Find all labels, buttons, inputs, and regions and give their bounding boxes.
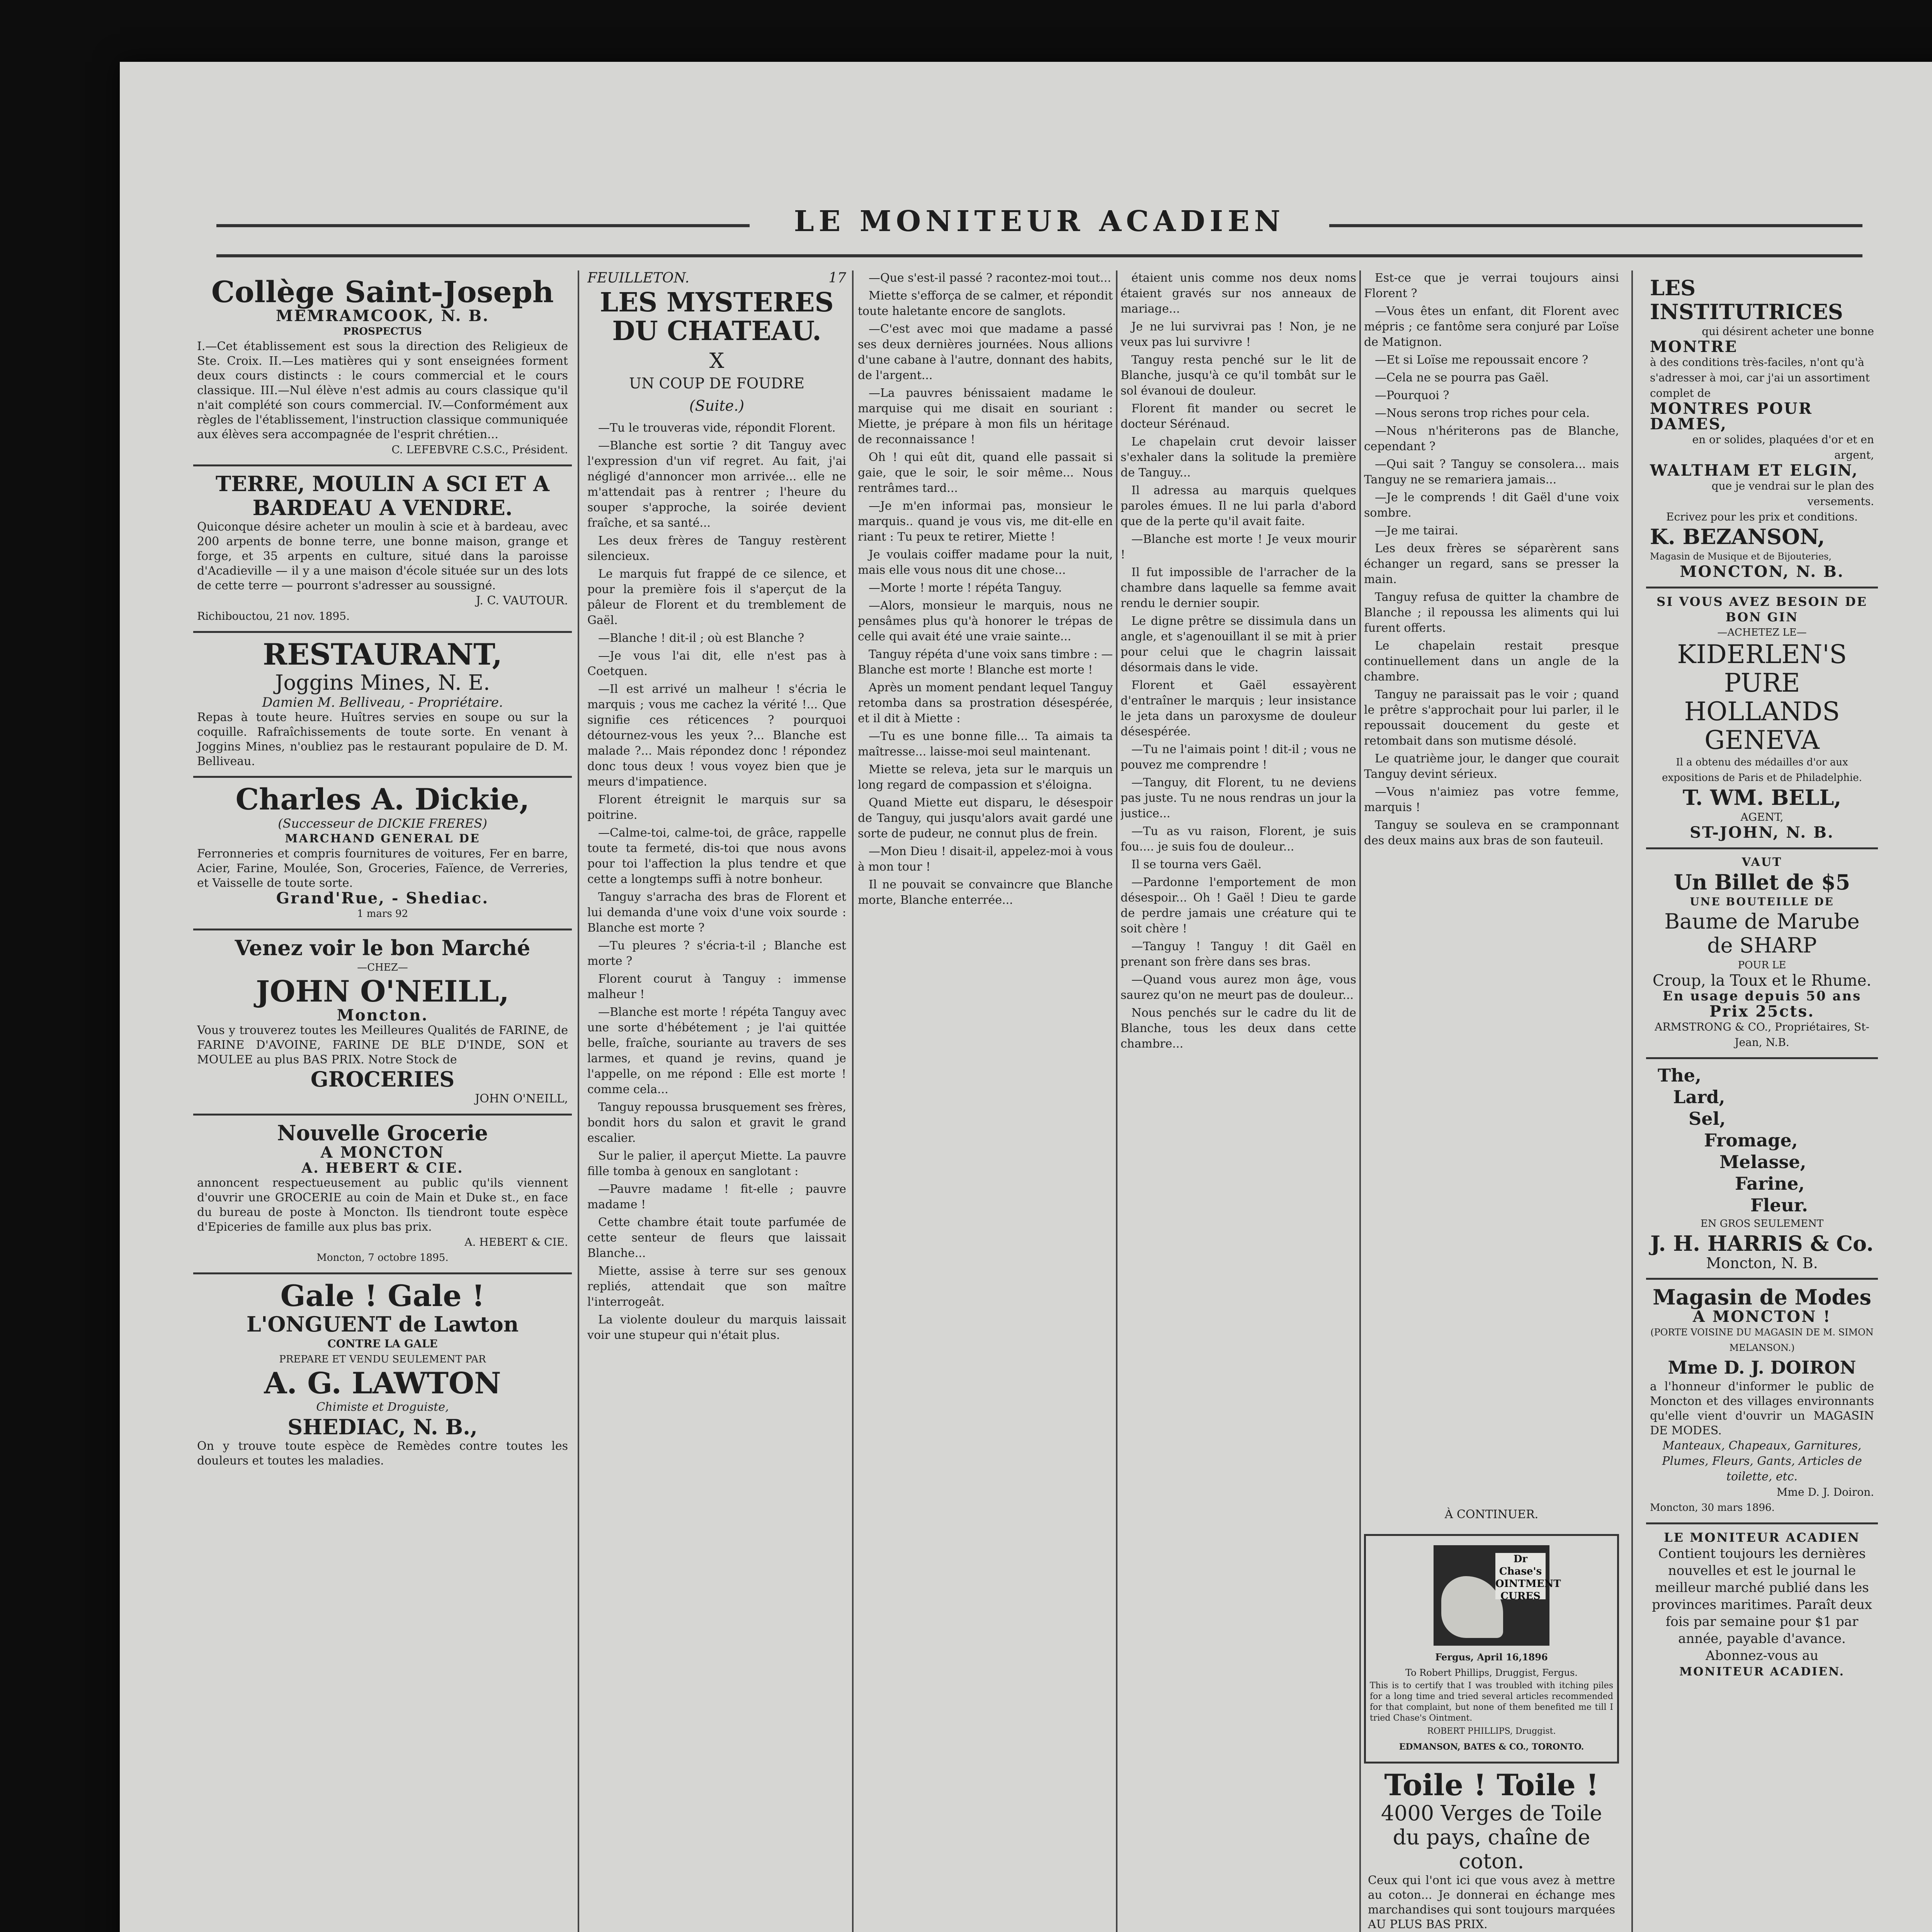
- dickie-body: Ferronneries et compris fournitures de voitures, Fer en barre, Acier, Farine, Moulée, Son, Groceries, Faïence, de Verreries, et Vaisselle de toute sorte.: [197, 847, 568, 890]
- modes-sign: Mme D. J. Doiron.: [1776, 1486, 1874, 1498]
- inst-addr: MONCTON, N. B.: [1680, 563, 1844, 581]
- story-paragraph: Le marquis fut frappé de ce silence, et pour la première fois il s'aperçut de la pâleur de Florent et du tremblement de Gaël.: [587, 567, 846, 627]
- story-paragraph: Tanguy repoussa brusquement ses frères, bondit hors du salon et gravit le grand escalier.: [587, 1100, 846, 1145]
- gale-contre: CONTRE LA GALE: [327, 1337, 438, 1350]
- sharp-title: Baume de Marube de SHARP: [1664, 909, 1860, 957]
- gale-body: On y trouve toute espèce de Remèdes contre toutes les douleurs et toutes les maladies.: [197, 1439, 568, 1468]
- story-paragraph: Il fut impossible de l'arracher de la chambre dans laquelle sa femme avait rendu le dernier soupir.: [1121, 566, 1356, 610]
- story-paragraph: Tanguy refusa de quitter la chambre de Blanche ; il repoussa les aliments qui lui furent offerts.: [1364, 590, 1619, 635]
- sharp-prix: Prix 25cts.: [1709, 1002, 1815, 1020]
- story-paragraph: Quand Miette eut disparu, le désespoir de Tanguy, qui jusqu'alors avait gardé une sorte de pudeur, ne connut plus de frein.: [858, 796, 1113, 840]
- inst-title: LES INSTITUTRICES: [1650, 276, 1843, 324]
- story-paragraph: Le quatrième jour, le danger que courait Tanguy devint sérieux.: [1364, 752, 1619, 781]
- dickie-addr: Grand'Rue, - Shediac.: [276, 889, 489, 907]
- sharp-billet: Un Billet de $5: [1673, 870, 1850, 895]
- restaurant-place: Joggins Mines, N. E.: [275, 670, 490, 695]
- story-paragraph: Sur le palier, il aperçut Miette. La pauvre fille tomba à genoux en sanglotant :: [587, 1149, 846, 1178]
- inst-waltham: WALTHAM ET ELGIN,: [1650, 461, 1859, 480]
- gin-place: ST-JOHN, N. B.: [1690, 823, 1834, 842]
- story-paragraph: —Je m'en informai pas, monsieur le marquis.. quand je vous vis, me dit-elle en riant : Tu peux te retirer, Miette !: [858, 499, 1113, 544]
- dickie-title: Charles A. Dickie,: [235, 782, 530, 816]
- harris-name: J. H. HARRIS & Co.: [1650, 1231, 1874, 1256]
- terre-body: Quiconque désire acheter un moulin à scie et à bardeau, avec 200 arpents de bonne terre, une bonne maison, grange et forge, et 35 arpents en culture, situé dans la paroisse d'Acadieville — il y a une maison d'école située sur un des lots de cette terre — pourront s'adresser au soussigné.: [197, 520, 568, 592]
- moniteur-body: Contient toujours les dernières nouvelles et est le journal le meilleur marché publié dans les provinces maritimes. Paraît deux fois par semaine pour $1 par année, payable d'avance. Abonnez-vous au: [1652, 1546, 1872, 1663]
- story-paragraph: Miette se releva, jeta sur le marquis un long regard de compassion et s'éloigna.: [858, 763, 1113, 792]
- chase-body: This is to certify that I was troubled with itching piles for a long time and tried several articles recommended for that complaint, but none of them benefited me till I tried Chase's Ointment.: [1370, 1681, 1613, 1723]
- story-paragraph: Le digne prêtre se dissimula dans un angle, et s'agenouillant il se mit à prier pour celui que le chagrin laissait désormais dans le vide.: [1121, 614, 1356, 674]
- story-paragraph: Florent et Gaël essayèrent d'entraîner le marquis ; leur insistance le jeta dans un paroxysme de douleur désespérée.: [1121, 679, 1356, 738]
- toile-body: Ceux qui l'ont ici que vous avez à mettre au coton... Je donnerai en échange mes marchandises qui sont toujours marquées AU PLUS BAS PRIX.: [1368, 1874, 1615, 1931]
- story-paragraph: Le chapelain crut devoir laisser s'exhaler dans la solitude la première de Tanguy...: [1121, 435, 1356, 480]
- ointment-illustration: [1434, 1545, 1561, 1646]
- dickie-sub: (Successeur de DICKIE FRERES): [278, 816, 487, 831]
- terre-title: TERRE, MOULIN A SCI ET A BARDEAU A VENDRE.: [216, 471, 549, 520]
- college-place: MEMRAMCOOK, N. B.: [276, 307, 490, 325]
- oneill-sign: JOHN O'NEILL,: [475, 1092, 568, 1105]
- chase-sign: ROBERT PHILLIPS, Druggist.: [1427, 1726, 1556, 1736]
- ad-john-oneill: [193, 930, 572, 1116]
- column-feuilleton-3: [1121, 270, 1356, 1932]
- modes-sub: A MONCTON !: [1692, 1308, 1832, 1326]
- story-paragraph: Après un moment pendant lequel Tanguy retomba dans sa prostration désespérée, et il dit à Miette :: [858, 681, 1113, 725]
- oneill-title: Venez voir le bon Marché: [235, 935, 531, 960]
- harris-place: Moncton, N. B.: [1706, 1255, 1818, 1272]
- ad-moniteur-acadien: [1646, 1524, 1878, 1687]
- chapter-title: UN COUP DE FOUDRE: [629, 375, 804, 392]
- story-paragraph: —Il est arrivé un malheur ! s'écria le marquis ; vous me cachez la vérité !... Que signifie ces réticences ? pourquoi détournez-vous les yeux ?... Blanche est malade ?... Mais répondez donc ! répondez donc tous deux ! vous voyez bien que je meurs d'impatience.: [587, 682, 846, 789]
- hebert-sign: A. HEBERT & CIE.: [464, 1236, 568, 1248]
- dickie-trade: MARCHAND GENERAL DE: [285, 832, 480, 845]
- sharp-pour: POUR LE: [1738, 959, 1786, 971]
- ointment-jar-label: Dr Chase's OINTMENT CURES: [1495, 1553, 1561, 1602]
- modes-items: Manteaux, Chapeaux, Garnitures, Plumes, Fleurs, Gants, Articles de toilette, etc.: [1662, 1439, 1862, 1483]
- story-paragraph: —Pourquoi ?: [1375, 389, 1449, 402]
- story-paragraph: Le chapelain restait presque continuellement dans un angle de la chambre.: [1364, 639, 1619, 684]
- oneill-place: Moncton.: [337, 1006, 429, 1024]
- story-paragraph: —Tanguy, dit Florent, tu ne deviens pas juste. Tu ne nous rendras un jour la justice...: [1121, 776, 1356, 820]
- story-paragraph: —Blanche est morte ! répéta Tanguy avec une sorte d'hébétement ; je l'ai quittée belle, fraîche, souriante au travers de ses larmes, et quand je revins, quand je l'appelle, on me répond : Elle est morte ! comme cela...: [587, 1005, 846, 1096]
- gale-place: SHEDIAC, N. B.,: [287, 1415, 478, 1439]
- feuilleton-header: [587, 270, 846, 286]
- feuilleton-label: FEUILLETON.: [587, 270, 690, 286]
- story-paragraph: Miette, assise à terre sur ses genoux repliés, attendait que son maître l'interrogeât.: [587, 1264, 846, 1309]
- harris-item: Farine,: [1735, 1173, 1805, 1194]
- sharp-vaut: VAUT: [1742, 855, 1782, 869]
- story-paragraph: Florent étreignit le marquis sur sa poitrine.: [587, 793, 846, 822]
- story-paragraph: La violente douleur du marquis laissait voir une stupeur qui n'était plus.: [587, 1313, 846, 1342]
- story-paragraph: Les deux frères se séparèrent sans échanger un regard, sans se presser la main.: [1364, 542, 1619, 586]
- moniteur-title: LE MONITEUR ACADIEN: [1664, 1530, 1860, 1545]
- inst-shop: Magasin de Musique et de Bijouteries,: [1650, 551, 1832, 562]
- story-text-col4: [1121, 270, 1356, 1052]
- modes-note: (PORTE VOISINE DU MAGASIN DE M. SIMON MELANSON.): [1650, 1327, 1874, 1353]
- column-ads-left: [193, 270, 572, 1932]
- story-title: LES MYSTERES DU CHATEAU.: [600, 287, 834, 347]
- ad-restaurant: [193, 633, 572, 778]
- story-paragraph: Nous penchés sur le cadre du lit de Blanche, tous les deux dans cette chambre...: [1121, 1006, 1356, 1051]
- story-paragraph: —Tu pleures ? s'écria-t-il ; Blanche est morte ?: [587, 939, 846, 968]
- modes-name: Mme D. J. DOIRON: [1668, 1357, 1856, 1378]
- story-paragraph: Oh ! qui eût dit, quand elle passait si gaie, que le soir, le soir même... Nous rentrâmes tard...: [858, 451, 1113, 495]
- restaurant-owner: Damien M. Belliveau, - Propriétaire.: [262, 695, 503, 710]
- hand-icon: [1441, 1576, 1503, 1638]
- gin-head: SI VOUS AVEZ BESOIN DE BON GIN: [1656, 594, 1867, 624]
- column-rule: [1631, 270, 1633, 1932]
- story-paragraph: —Que s'est-il passé ? racontez-moi tout...: [869, 271, 1111, 285]
- gin-achetez: —ACHETEZ LE—: [1717, 627, 1807, 638]
- story-paragraph: —Tu es une bonne fille... Ta aimais ta maîtresse... laisse-moi seul maintenant.: [858, 730, 1113, 759]
- restaurant-body: Repas à toute heure. Huîtres servies en soupe ou sur la coquille. Rafraîchissements de toute sorte. En venant à Joggins Mines, n'oubliez pas le restaurant populaire de D. M. Belliveau.: [197, 711, 568, 768]
- column-rule: [1359, 270, 1361, 1932]
- column-ads-right: [1646, 270, 1878, 1932]
- inst-ecrire: Ecrivez pour les prix et conditions.: [1666, 510, 1858, 523]
- harris-item: The,: [1658, 1065, 1701, 1086]
- story-paragraph: Cette chambre était toute parfumée de cette senteur de fleurs que laissait Blanche...: [587, 1216, 846, 1260]
- ad-nouvelle-grocerie: [193, 1116, 572, 1274]
- story-paragraph: —Blanche est morte ! Je veux mourir !: [1121, 532, 1356, 561]
- story-paragraph: Je voulais coiffer madame pour la nuit, mais elle vous nous dit une chose...: [858, 548, 1113, 577]
- story-paragraph: —Pauvre madame ! fit-elle ; pauvre madame !: [587, 1182, 846, 1211]
- chase-footer: EDMANSON, BATES & CO., TORONTO.: [1399, 1742, 1584, 1752]
- story-paragraph: —Nous serons trop riches pour cela.: [1375, 406, 1590, 420]
- story-paragraph: —Et si Loïse me repoussait encore ?: [1375, 353, 1588, 367]
- story-continued: À CONTINUER.: [1444, 1508, 1539, 1521]
- harris-item: Lard,: [1673, 1087, 1725, 1107]
- sharp-seller: ARMSTRONG & CO., Propriétaires, St-Jean, N.B.: [1655, 1020, 1869, 1049]
- restaurant-title: RESTAURANT,: [263, 637, 502, 672]
- harris-item: Fleur.: [1750, 1195, 1808, 1216]
- gale-title: Gale ! Gale !: [280, 1279, 485, 1313]
- dickie-date: 1 mars 92: [357, 908, 408, 920]
- story-paragraph: —Calme-toi, calme-toi, de grâce, rappelle toute ta fermeté, dis-toi que nous avons pour toi l'affection la plus tendre et que cette a longtemps suffi à notre bonheur.: [587, 826, 846, 886]
- story-paragraph: —Je vous l'ai dit, elle n'est pas à Coetquen.: [587, 649, 846, 678]
- story-paragraph: —Qui sait ? Tanguy se consolera... mais Tanguy ne se remariera jamais...: [1364, 457, 1619, 486]
- oneill-chez: —CHEZ—: [357, 962, 408, 973]
- hebert-sub: A MONCTON: [320, 1143, 445, 1162]
- ad-terre-moulin: [193, 466, 572, 633]
- column-rule: [852, 270, 854, 1932]
- college-body: I.—Cet établissement est sous la direction des Religieux de Ste. Croix. II.—Les matières qui y sont enseignées forment deux cours distincts : le cours commercial et le cours classique. III.—Nul élève n'est admis au cours classique qu'il n'ait complété son cours commercial. IV.—Conformément aux règles de l'établissement, l'instruction classique communiquée aux élèves sera accompagnée de l'esprit chrétien...: [197, 340, 568, 441]
- story-paragraph: —Blanche est sortie ? dit Tanguy avec l'expression d'un vif regret. Au fait, j'ai négligé d'annoncer mon arrivée... elle ne m'attendait pas à rentrer ; l'heure du souper s'approche, la soirée devient fraîche, et sa santé...: [587, 439, 846, 530]
- oneill-body: Vous y trouverez toutes les Meilleures Qualités de FARINE, de FARINE D'AVOINE, FARINE DE BLE D'INDE, SON et MOULEE au plus BAS PRIX. Notre Stock de: [197, 1024, 568, 1066]
- harris-gros: EN GROS SEULEMENT: [1700, 1218, 1824, 1230]
- ad-toile: [1364, 1764, 1619, 1932]
- story-paragraph: —Quand vous aurez mon âge, vous saurez qu'on ne meurt pas de douleur...: [1121, 973, 1356, 1002]
- harris-item: Melasse,: [1719, 1151, 1806, 1172]
- sharp-maladies: Croup, la Toux et le Rhume.: [1652, 972, 1872, 990]
- story-text-col3: [858, 270, 1113, 908]
- story-paragraph: Il ne pouvait se convaincre que Blanche morte, Blanche enterrée...: [858, 878, 1113, 907]
- chase-to: To Robert Phillips, Druggist, Fergus.: [1405, 1667, 1578, 1678]
- story-paragraph: Il se tourna vers Gaël.: [1131, 858, 1262, 871]
- story-paragraph: Tanguy s'arracha des bras de Florent et lui demanda d'une voix d'une voix sourde : Blanche est morte ?: [587, 890, 846, 935]
- harris-item: Fromage,: [1704, 1130, 1798, 1151]
- college-title: Collège Saint-Joseph: [211, 275, 554, 309]
- hebert-title: Nouvelle Grocerie: [277, 1121, 488, 1145]
- column-rule: [1116, 270, 1117, 1932]
- sharp-usage: En usage depuis 50 ans: [1662, 988, 1862, 1004]
- story-paragraph: Tanguy resta penché sur le lit de Blanche, jusqu'à ce qu'il tombât sur le sol évanoui de douleur.: [1121, 353, 1356, 398]
- ad-college-saint-joseph: [193, 270, 572, 466]
- gin-title: KIDERLEN'S PURE HOLLANDS GENEVA: [1677, 639, 1847, 755]
- ad-kiderlen-gin: [1646, 588, 1878, 849]
- chapter-number: X: [709, 349, 724, 373]
- story-paragraph: —Je me tairai.: [1375, 524, 1458, 537]
- story-paragraph: Tanguy se souleva en se cramponnant des deux mains aux bras de son fauteuil.: [1364, 818, 1619, 847]
- story-paragraph: Je ne lui survivrai pas ! Non, je ne veux pas lui survivre !: [1121, 320, 1356, 349]
- story-text-col5: [1364, 270, 1619, 1499]
- ad-jh-harris: [1646, 1059, 1878, 1280]
- terre-date: Richibouctou, 21 nov. 1895.: [197, 610, 350, 622]
- masthead-rule: [216, 205, 1862, 257]
- story-paragraph: —C'est avec moi que madame a passé ses deux dernières journées. Nous allions d'une cabane à l'autre, donnant des habits, de l'argent...: [858, 322, 1113, 382]
- hebert-body: annoncent respectueusement au public qu'ils viennent d'ouvrir une GROCERIE au coin de Main et Duke st., en face du bureau de poste à Moncton. Ils tiendront toute espèce d'Epiceries de famille aux plus bas prix.: [197, 1176, 568, 1234]
- oneill-groceries: GROCERIES: [310, 1067, 455, 1092]
- toile-sub: 4000 Verges de Toile du pays, chaîne de coton.: [1381, 1801, 1602, 1873]
- gin-body: Il a obtenu des médailles d'or aux expositions de Paris et de Philadelphie.: [1662, 757, 1862, 784]
- oneill-name: JOHN O'NEILL,: [256, 974, 509, 1009]
- inst-line: qui désirent acheter une bonne: [1702, 325, 1874, 338]
- story-paragraph: Il adressa au marquis quelques paroles émues. Il ne lui parla d'abord que de la perte qu'il avait faite.: [1121, 484, 1356, 528]
- story-paragraph: Florent courut à Tanguy : immense malheur !: [587, 972, 846, 1001]
- hebert-name: A. HEBERT & CIE.: [301, 1160, 464, 1176]
- story-paragraph: —Tanguy ! Tanguy ! dit Gaël en prenant son frère dans ses bras.: [1121, 940, 1356, 969]
- gin-agent-name: T. WM. BELL,: [1682, 785, 1842, 810]
- ad-institutrices: [1646, 270, 1878, 588]
- college-sub: PROSPECTUS: [343, 326, 422, 337]
- story-paragraph: Miette s'efforça de se calmer, et répondit toute haletante encore de sanglots.: [858, 289, 1113, 318]
- hebert-date: Moncton, 7 octobre 1895.: [316, 1252, 449, 1264]
- story-paragraph: Florent fit mander ou secret le docteur Sérénaud.: [1121, 402, 1356, 431]
- column-feuilleton-4: [1364, 270, 1619, 1932]
- modes-title: Magasin de Modes: [1653, 1285, 1871, 1310]
- column-feuilleton-1: [587, 270, 846, 1932]
- gale-line: L'ONGUENT de Lawton: [246, 1312, 519, 1337]
- moniteur-sign: MONITEUR ACADIEN.: [1679, 1665, 1845, 1679]
- story-paragraph: Tanguy répéta d'une voix sans timbre : —Blanche est morte ! Blanche est morte !: [858, 648, 1113, 677]
- ad-gale-lawton: [193, 1274, 572, 1475]
- chase-place: Fergus, April 16,1896: [1435, 1651, 1548, 1663]
- terre-sign: J. C. VAUTOUR.: [476, 594, 568, 607]
- story-paragraph: —Vous n'aimiez pas votre femme, marquis !: [1364, 785, 1619, 814]
- column-rule: [578, 270, 579, 1932]
- story-paragraph: —Morte ! morte ! répéta Tanguy.: [869, 581, 1062, 595]
- story-paragraph: Les deux frères de Tanguy restèrent silencieux.: [587, 534, 846, 563]
- story-paragraph: —Vous êtes un enfant, dit Florent avec mépris ; ce fantôme sera conjuré par Loïse de Matignon.: [1364, 304, 1619, 349]
- inst-terms: à des conditions très-faciles, n'ont qu'à s'adresser à moi, car j'ai un assortiment complet de: [1650, 356, 1870, 400]
- story-paragraph: —Pardonne l'emportement de mon désespoir... Oh ! Gaël ! Dieu te garde de perdre jamais une créature qui te soit chère !: [1121, 876, 1356, 935]
- inst-name: K. BEZANSON,: [1650, 524, 1825, 549]
- story-paragraph: —Mon Dieu ! disait-il, appelez-moi à vous à mon tour !: [858, 845, 1113, 874]
- inst-montre: MONTRE: [1650, 338, 1738, 356]
- gale-name: A. G. LAWTON: [264, 1366, 501, 1400]
- story-paragraph: —Nous n'hériterons pas de Blanche, cependant ?: [1364, 424, 1619, 453]
- ad-charles-dickie: [193, 778, 572, 930]
- modes-date: Moncton, 30 mars 1896.: [1650, 1502, 1775, 1514]
- sharp-bouteille: UNE BOUTEILLE DE: [1690, 895, 1834, 908]
- inst-or: en or solides, plaquées d'or et en argent,: [1692, 433, 1874, 461]
- gin-agent: AGENT,: [1740, 811, 1784, 823]
- story-paragraph: étaient unis comme nos deux noms étaient gravés sur nos anneaux de mariage...: [1121, 271, 1356, 316]
- ad-sharp-balsam: [1646, 849, 1878, 1059]
- college-sign: C. LEFEBVRE C.S.C., Président.: [391, 443, 568, 456]
- story-paragraph: —La pauvres bénissaient madame le marquise qui me disait en souriant : Miette, je prépare à mon fils un héritage de reconnaissance !: [858, 386, 1113, 446]
- column-feuilleton-2: [858, 270, 1113, 1932]
- feuilleton-number: 17: [828, 270, 846, 286]
- ad-magasin-modes: [1646, 1280, 1878, 1524]
- story-paragraph: —Tu ne l'aimais point ! dit-il ; vous ne pouvez me comprendre !: [1121, 743, 1356, 772]
- story-text-col2: [587, 420, 846, 1343]
- gale-prep: PREPARE ET VENDU SEULEMENT PAR: [279, 1354, 486, 1365]
- harris-item: Sel,: [1689, 1108, 1726, 1129]
- story-paragraph: —Alors, monsieur le marquis, nous ne pensâmes plus qu'à honorer le trépas de celle qui avait été une vraie sainte...: [858, 599, 1113, 643]
- harris-item-list: [1650, 1065, 1874, 1216]
- toile-title: Toile ! Toile !: [1384, 1768, 1599, 1802]
- inst-plan: que je vendrai sur le plan des versements.: [1711, 480, 1874, 508]
- story-paragraph: —Je le comprends ! dit Gaël d'une voix sombre.: [1364, 491, 1619, 520]
- gale-role: Chimiste et Droguiste,: [316, 1400, 449, 1414]
- story-paragraph: Est-ce que je verrai toujours ainsi Florent ?: [1364, 271, 1619, 300]
- story-paragraph: —Tu as vu raison, Florent, je suis fou.... je suis fou de douleur...: [1121, 825, 1356, 854]
- ad-dr-chase: [1364, 1534, 1619, 1764]
- chapter-suite: (Suite.): [689, 397, 745, 414]
- story-paragraph: —Cela ne se pourra pas Gaël.: [1375, 371, 1549, 384]
- masthead-title: LE MONITEUR ACADIEN: [750, 205, 1329, 238]
- story-paragraph: —Blanche ! dit-il ; où est Blanche ?: [598, 631, 804, 645]
- modes-body: a l'honneur d'informer le public de Moncton et des villages environnants qu'elle vient d'ouvrir un MAGASIN DE MODES.: [1650, 1380, 1874, 1437]
- story-paragraph: Tanguy ne paraissait pas le voir ; quand le prêtre s'approchait pour lui parler, il le repoussait doucement du geste et retombait dans son mutisme désolé.: [1364, 688, 1619, 748]
- inst-dames: MONTRES POUR DAMES,: [1650, 400, 1813, 433]
- story-paragraph: —Tu le trouveras vide, répondit Florent.: [598, 421, 836, 435]
